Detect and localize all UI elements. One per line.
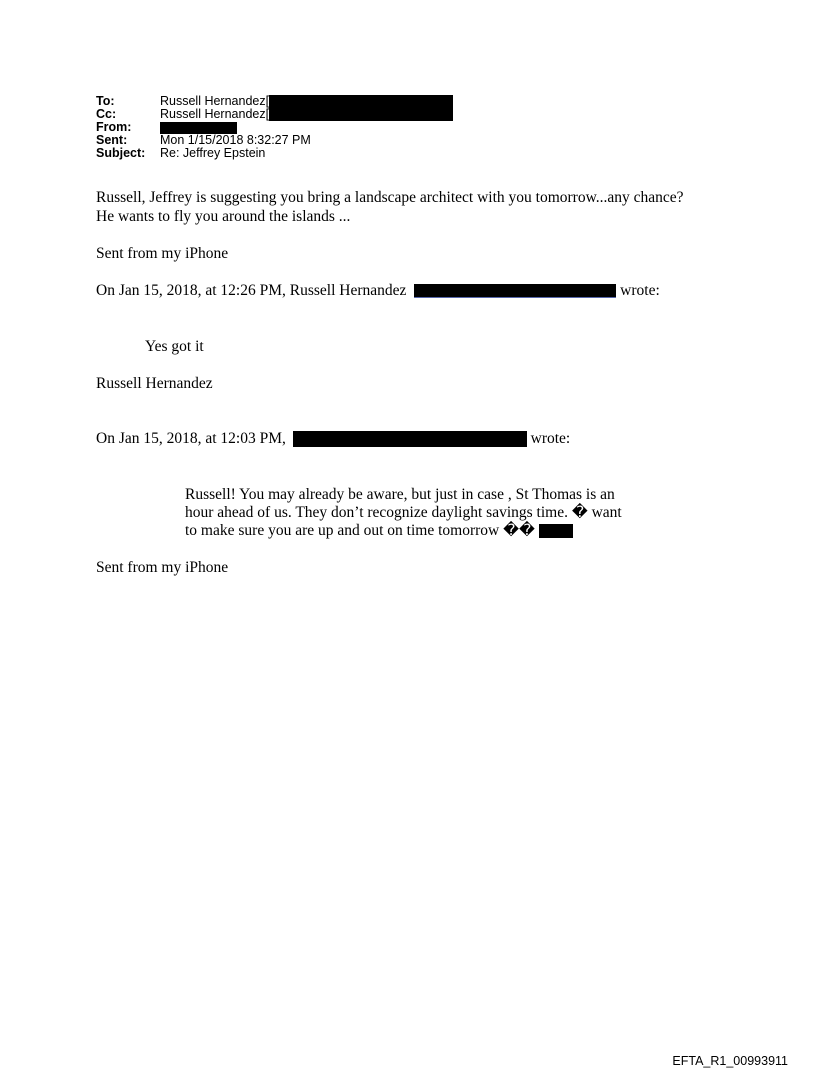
sent-value: Mon 1/15/2018 8:32:27 PM [160,133,311,147]
quote-1-signature: Russell Hernandez [96,375,213,392]
quote-2-line-3 [185,521,573,540]
to-name: Russell Hernandez[ [160,94,270,108]
sent-label: Sent: [96,133,128,147]
quote-2-line-3-text: to make sure you are up and out on time tomorrow �� [185,522,539,539]
quote-2-intro [96,429,570,448]
subject-row [96,147,453,160]
sent-row [96,134,453,147]
signature-2: Sent from my iPhone [96,559,229,576]
redaction-block [269,108,453,121]
cc-row [96,108,453,121]
quote-2-intro-prefix: On Jan 15, 2018, at 12:03 PM, [96,430,286,447]
document-id: EFTA_R1_00993911 [672,1054,788,1068]
redaction-block [160,122,237,134]
redaction-block [269,95,453,108]
quote-1-intro-prefix: On Jan 15, 2018, at 12:26 PM, Russell Hernandez [96,282,407,299]
quote-1-text: Yes got it [145,338,204,355]
quote-2-line-2: hour ahead of us. They don’t recognize daylight savings time. � want [185,504,622,521]
signature-1: Sent from my iPhone [96,245,229,262]
to-row [96,95,453,108]
body-line-2: He wants to fly you around the islands ... [96,208,351,225]
subject-value: Re: Jeffrey Epstein [160,146,266,160]
cc-value [160,108,453,121]
cc-name: Russell Hernandez[ [160,107,270,121]
subject-label: Subject: [96,146,146,160]
redacted-email-link [414,284,616,298]
email-header [96,95,453,160]
quote-2-intro-suffix: wrote: [526,430,571,447]
redaction-block [539,524,573,538]
to-label: To: [96,94,115,108]
from-value [160,122,237,134]
from-label: From: [96,120,132,134]
cc-label: Cc: [96,107,117,121]
body-line-1: Russell, Jeffrey is suggesting you bring a landscape architect with you tomorrow...any chance? [96,189,684,206]
quote-1-intro-suffix: wrote: [616,282,660,299]
redaction-block [293,431,527,447]
quote-1-intro [96,281,660,300]
quote-2-line-1: Russell! You may already be aware, but just in case , St Thomas is an [185,486,615,503]
